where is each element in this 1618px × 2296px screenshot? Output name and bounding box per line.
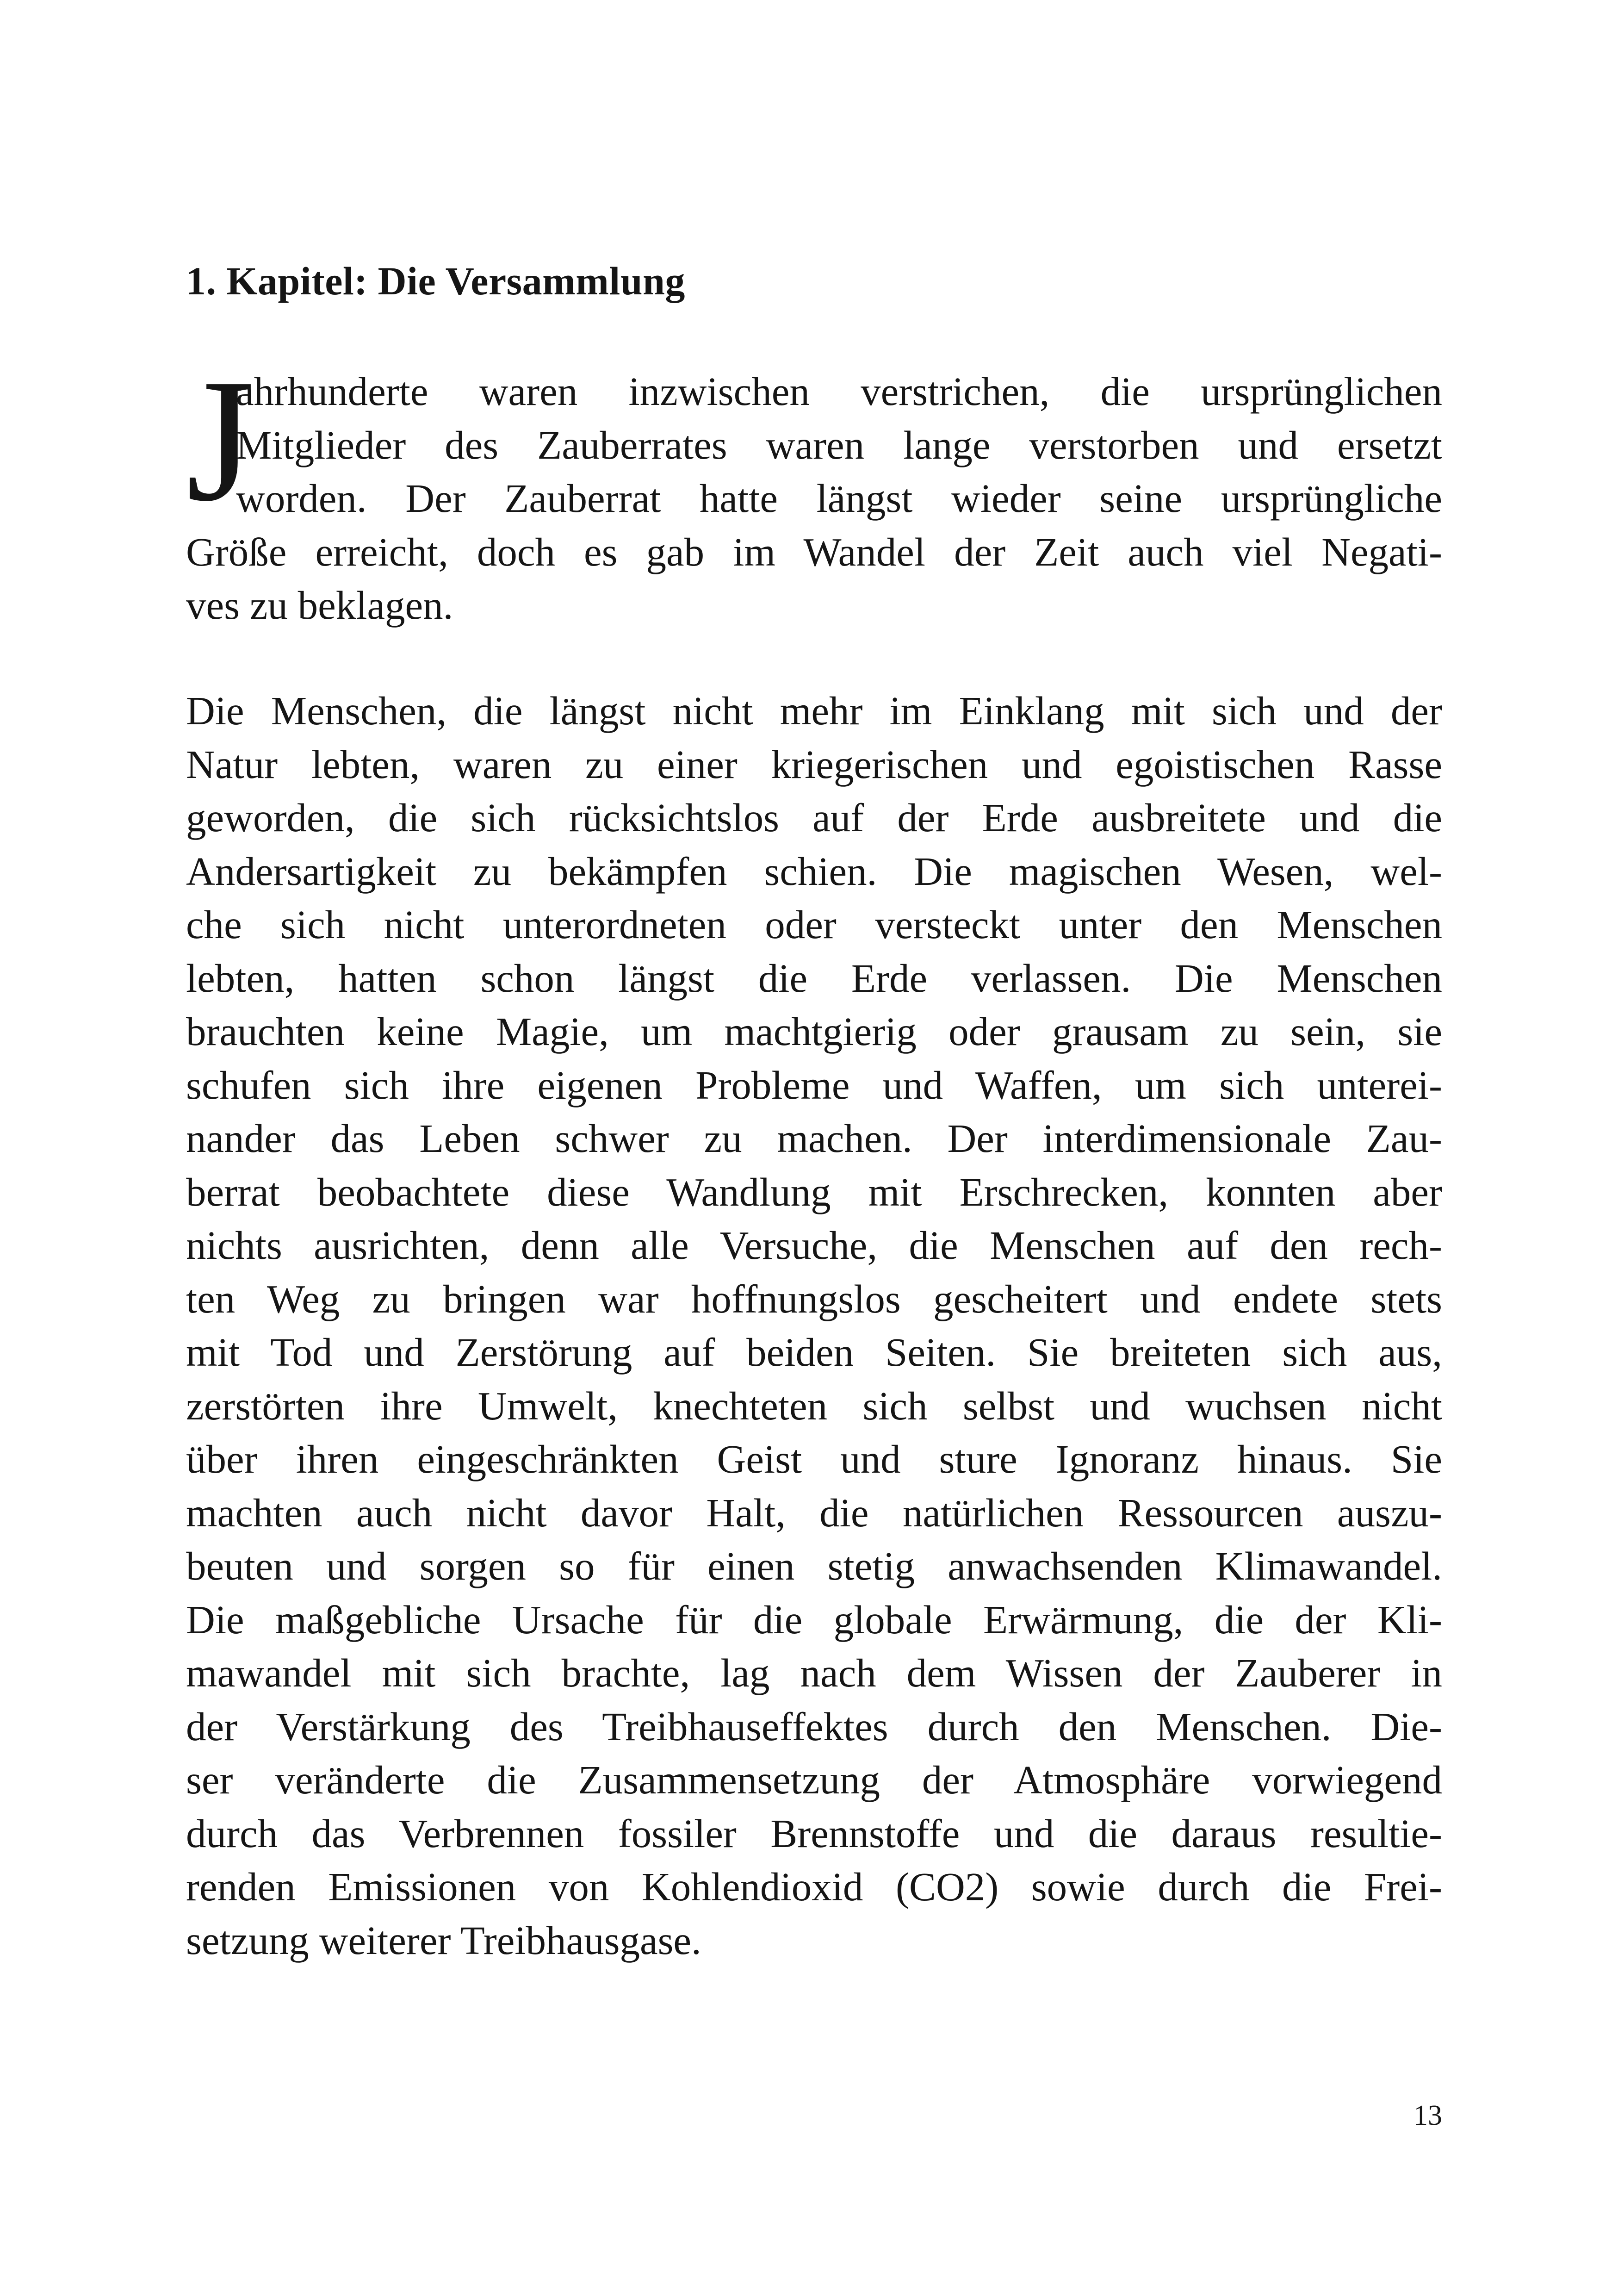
text-line: renden Emissionen von Kohlendioxid (CO2) sowie durch die Frei- [186, 1864, 1442, 1909]
text-line: schufen sich ihre eigenen Probleme und Waffen, um sich unterei- [186, 1062, 1442, 1108]
text-line: Natur lebten, waren zu einer kriegerischen und egoistischen Rasse [186, 741, 1442, 787]
page-number: 13 [1413, 2100, 1442, 2131]
text-line: Mitglieder des Zauberrates waren lange verstorben und ersetzt [236, 422, 1442, 467]
text-line: ser veränderte die Zusammensetzung der Atmosphäre vorwiegend [186, 1757, 1442, 1802]
text-line: lebten, hatten schon längst die Erde verlassen. Die Menschen [186, 955, 1442, 1001]
paragraph-1 [186, 343, 1442, 632]
text-line: brauchten keine Magie, um machtgierig oder grausam zu sein, sie [186, 1009, 1442, 1054]
text-line: durch das Verbrennen fossiler Brennstoffe und die daraus resultie- [186, 1811, 1442, 1856]
text-line: ahrhunderte waren inzwischen verstrichen, die ursprünglichen [236, 369, 1442, 414]
text-line: setzung weiterer Treibhausgase. [186, 1917, 701, 1963]
text-line: Andersartigkeit zu bekämpfen schien. Die magischen Wesen, wel- [186, 848, 1442, 894]
chapter-title: 1. Kapitel: Die Versammlung [186, 259, 685, 303]
text-line: Größe erreicht, doch es gab im Wandel der Zeit auch viel Negati- [186, 529, 1442, 574]
text-line: ten Weg zu bringen war hoffnungslos gescheitert und endete stets [186, 1276, 1442, 1321]
text-line: Die Menschen, die längst nicht mehr im Einklang mit sich und der [186, 688, 1442, 733]
text-line: nander das Leben schwer zu machen. Der interdimensionale Zau- [186, 1116, 1442, 1161]
text-line: ves zu beklagen. [186, 583, 453, 628]
drop-cap: J [186, 343, 254, 538]
text-line: nichts ausrichten, denn alle Versuche, die Menschen auf den rech- [186, 1223, 1442, 1268]
text-line: der Verstärkung des Treibhauseffektes durch den Menschen. Die- [186, 1704, 1442, 1749]
text-line: über ihren eingeschränkten Geist und sture Ignoranz hinaus. Sie [186, 1437, 1442, 1481]
paragraph-2 [186, 684, 1442, 1967]
text-line: che sich nicht unterordneten oder versteckt unter den Menschen [186, 902, 1442, 947]
text-line: worden. Der Zauberrat hatte längst wieder seine ursprüngliche [236, 476, 1442, 521]
text-line: Die maßgebliche Ursache für die globale Erwärmung, die der Kli- [186, 1597, 1442, 1642]
text-line: beuten und sorgen so für einen stetig anwachsenden Klimawandel. [186, 1543, 1442, 1588]
text-line: mit Tod und Zerstörung auf beiden Seiten. Sie breiteten sich aus, [186, 1330, 1442, 1375]
text-line: zerstörten ihre Umwelt, knechteten sich selbst und wuchsen nicht [186, 1383, 1442, 1428]
text-line: machten auch nicht davor Halt, die natürlichen Ressourcen auszu- [186, 1490, 1442, 1535]
text-line: berrat beobachtete diese Wandlung mit Erschrecken, konnten aber [186, 1169, 1442, 1214]
text-line: geworden, die sich rücksichtslos auf der Erde ausbreitete und die [186, 795, 1442, 840]
text-line: mawandel mit sich brachte, lag nach dem Wissen der Zauberer in [186, 1650, 1442, 1695]
